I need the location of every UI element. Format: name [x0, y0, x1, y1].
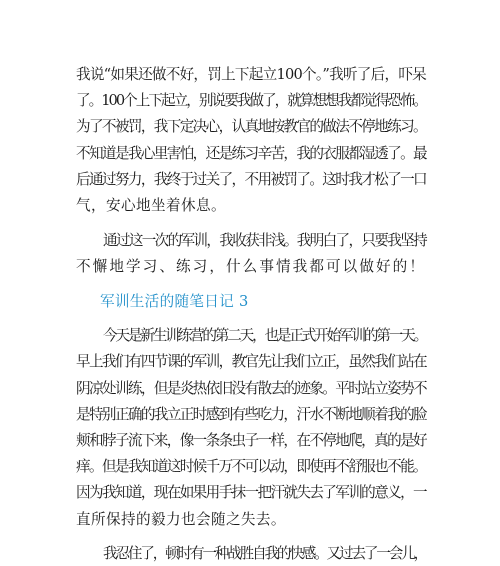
text-line: 痒。但是我知道这时候千万不可以动，即使再不舒服也不能。: [76, 458, 426, 475]
text-line: 气，安心地坐着休息。: [76, 197, 226, 214]
text-line: 早上我们有四节课的军训，教官先让我们立正，虽然我们站在: [76, 353, 426, 370]
text-line: 了。100个上下起立，别说要我做了，就算想想我都觉得恐怖。: [76, 92, 426, 109]
text-line: 阴凉处训练，但是炎热依旧没有散去的迹象。平时站立姿势不: [76, 380, 426, 397]
text-line: 颊和脖子流下来，像一条条虫子一样，在不停地爬，真的是好: [76, 432, 426, 449]
text-line: 不懈地学习、练习，什么事情我都可以做好的！: [76, 258, 426, 275]
text-line: 今天是新生训练营的第二天，也是正式开始军训的第一天。: [103, 327, 426, 344]
text-line: 因为我知道，现在如果用手抹一把汗就失去了军训的意义，一: [76, 484, 426, 501]
text-line: 不知道是我心里害怕，还是练习辛苦，我的衣服都湿透了。最: [76, 145, 426, 162]
text-line: 我说“如果还做不好，罚上下起立100个。”我听了后，吓呆: [76, 66, 426, 83]
text-line: 通过这一次的军训，我收获非浅。我明白了，只要我坚持: [103, 232, 426, 249]
text-line: 后通过努力，我终于过关了，不用被罚了。这时我才松了一口: [76, 171, 426, 188]
text-line: 是特别正确的我立正时感到有些吃力，汗水不断地顺着我的脸: [76, 406, 426, 423]
text-line: 直所保持的毅力也会随之失去。: [76, 511, 286, 528]
text-line: 我忍住了，顿时有一种战胜自我的快感。又过去了一会儿，: [103, 545, 426, 562]
text-line: 为了不被罚，我下定决心，认真地按教官的做法不停地练习。: [76, 118, 426, 135]
section-heading: 军训生活的随笔日记 3: [100, 293, 249, 310]
